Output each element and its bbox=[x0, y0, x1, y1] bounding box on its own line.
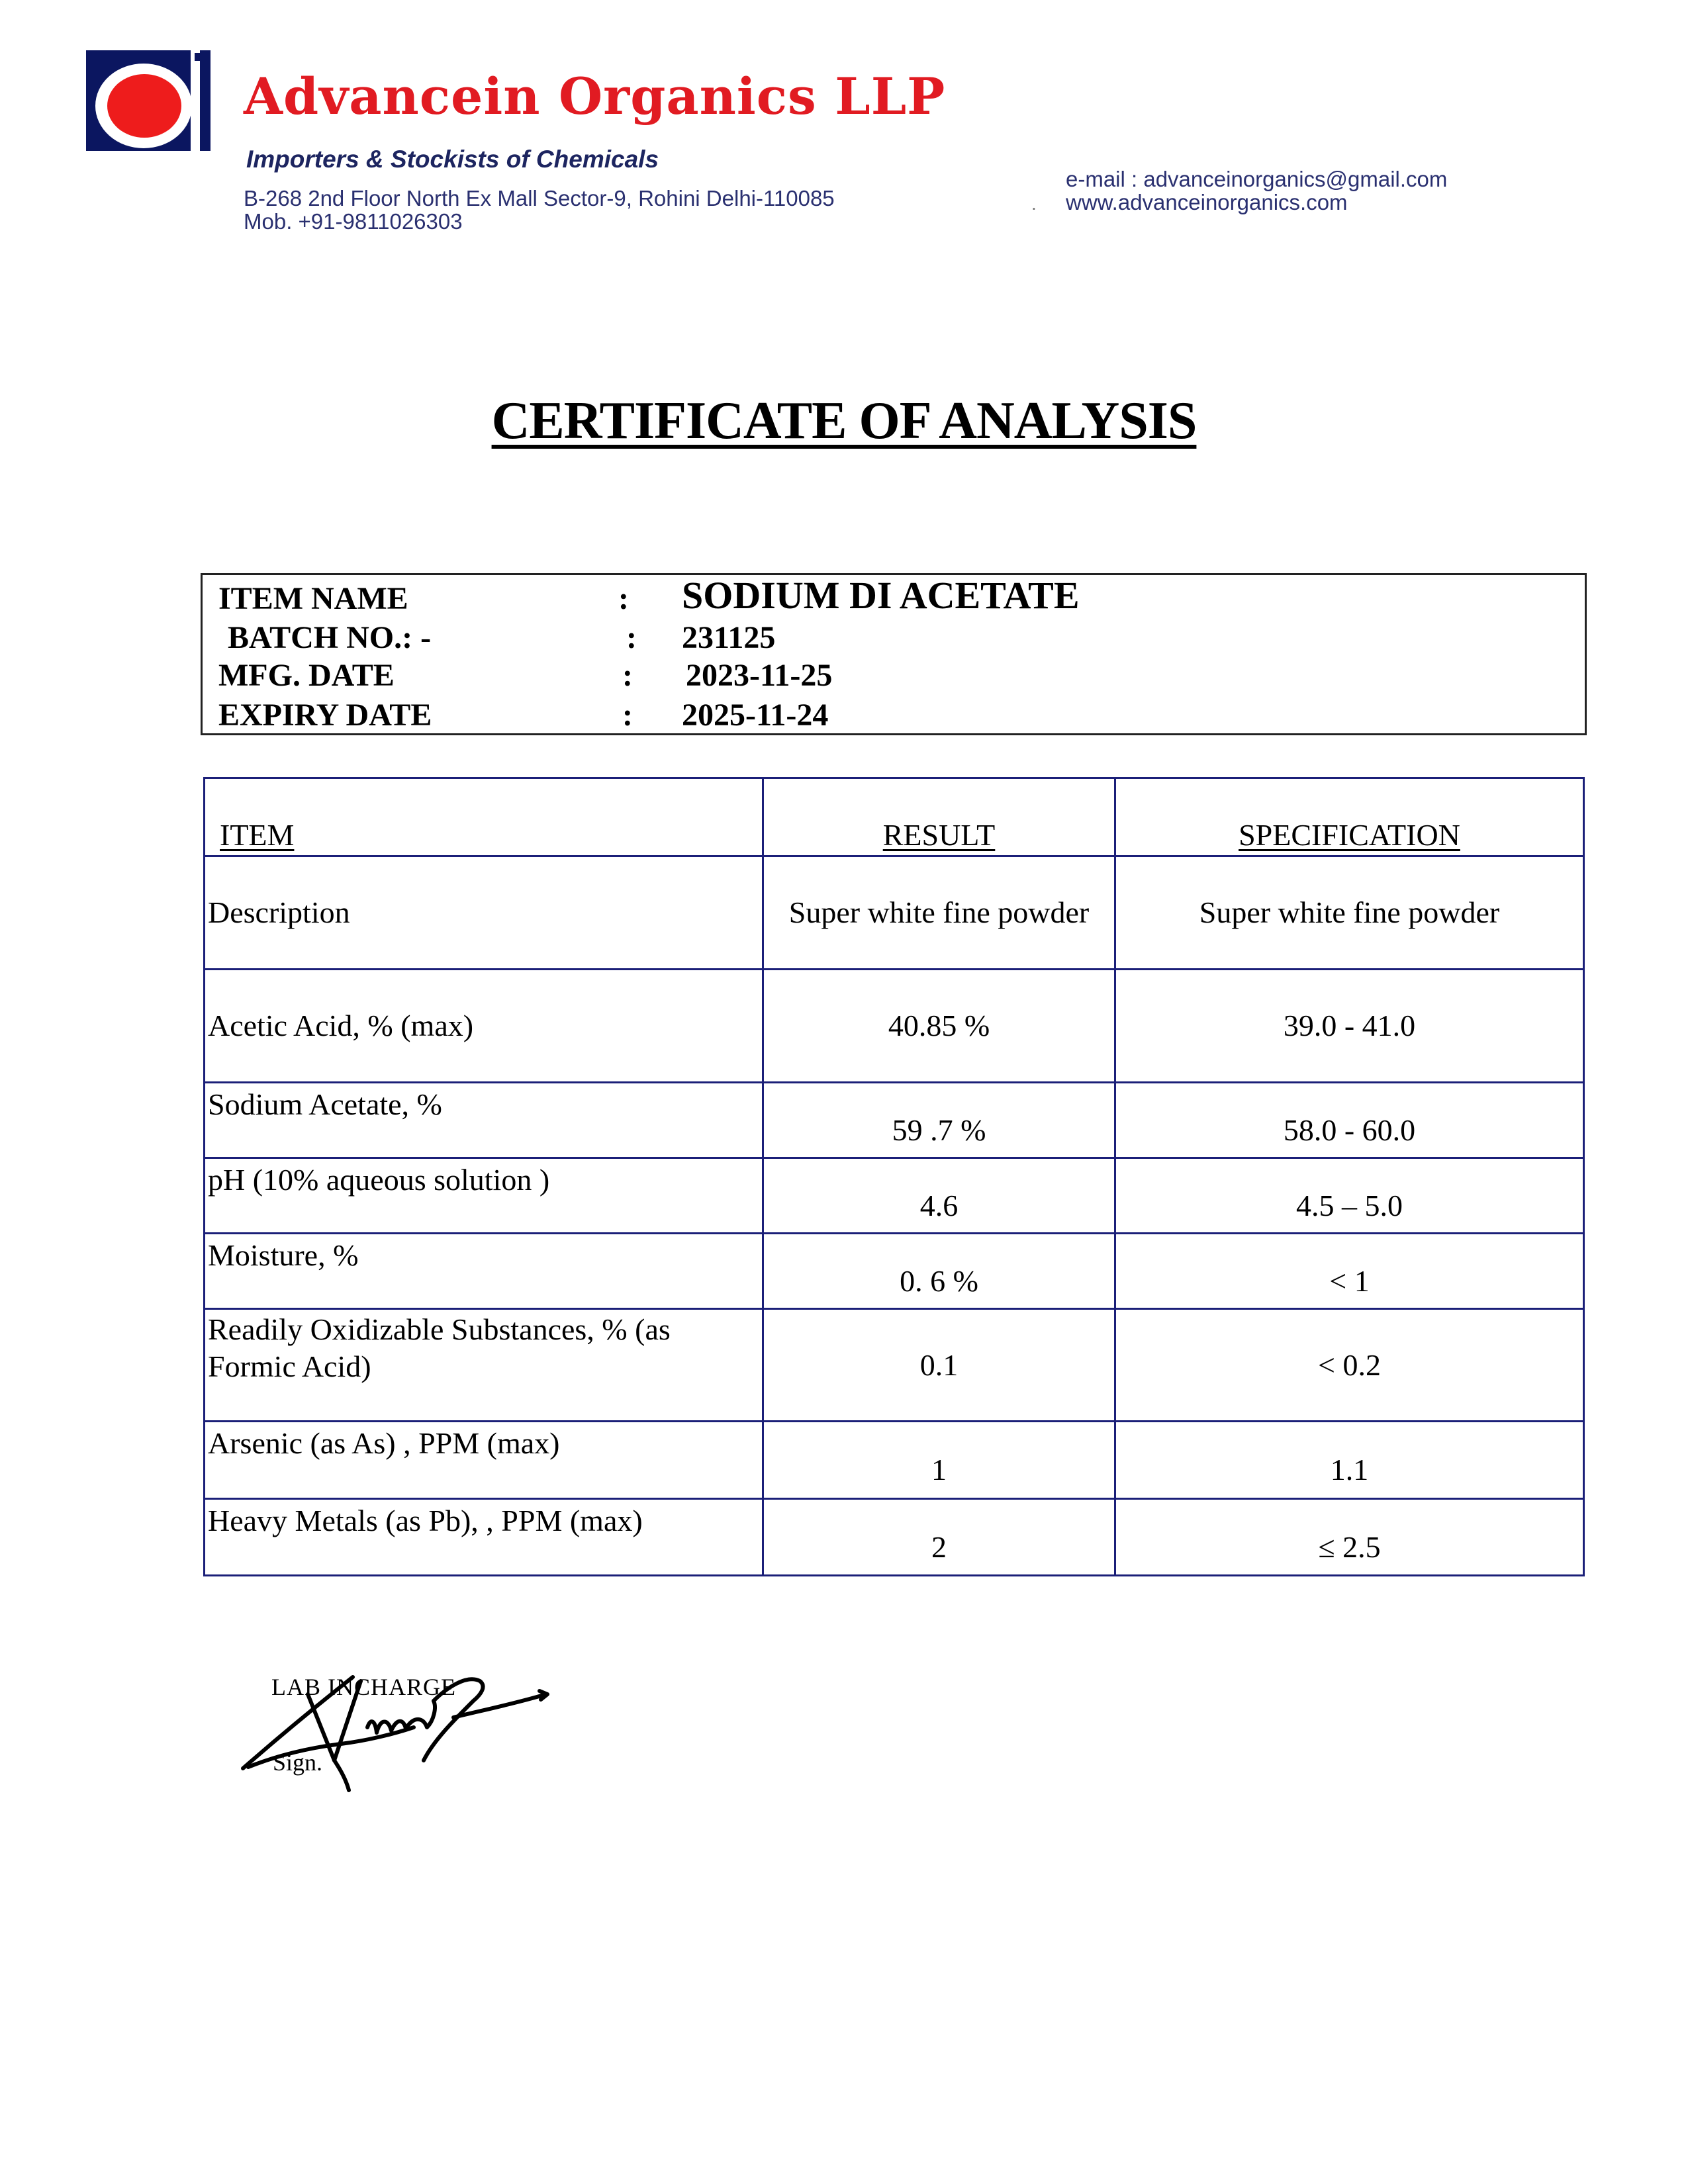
row-item: Heavy Metals (as Pb), , PPM (max) bbox=[205, 1499, 763, 1576]
logo-i-dot bbox=[195, 53, 207, 61]
table-row bbox=[205, 1234, 1584, 1309]
info-value: 231125 bbox=[682, 620, 776, 655]
separator-dot: . bbox=[1031, 193, 1037, 214]
header-specification: SPECIFICATION bbox=[1115, 778, 1584, 856]
sign-label: Sign. bbox=[273, 1749, 323, 1776]
row-item: Sodium Acetate, % bbox=[205, 1083, 763, 1158]
info-row-mfg-date bbox=[203, 653, 1585, 692]
header-result: RESULT bbox=[763, 778, 1115, 856]
row-item: Arsenic (as As) , PPM (max) bbox=[205, 1422, 763, 1499]
info-value: 2023-11-25 bbox=[686, 658, 833, 693]
info-label: BATCH NO.: - bbox=[228, 620, 432, 655]
row-specification: < 0.2 bbox=[1115, 1309, 1584, 1422]
company-contact bbox=[1066, 167, 1447, 214]
row-item: Moisture, % bbox=[205, 1234, 763, 1309]
table-row bbox=[205, 856, 1584, 970]
info-label: EXPIRY DATE bbox=[218, 698, 432, 733]
company-name: Advancein Organics LLP bbox=[244, 67, 946, 126]
table-row bbox=[205, 1083, 1584, 1158]
row-result: 2 bbox=[763, 1499, 1115, 1576]
row-specification: < 1 bbox=[1115, 1234, 1584, 1309]
info-label: MFG. DATE bbox=[218, 658, 395, 693]
mobile-number: Mob. +91-9811026303 bbox=[244, 209, 463, 234]
info-value: 2025-11-24 bbox=[682, 698, 829, 733]
row-result: 40.85 % bbox=[763, 970, 1115, 1083]
table-row bbox=[205, 1422, 1584, 1499]
info-row-batch-no bbox=[203, 615, 1585, 654]
row-specification: 39.0 - 41.0 bbox=[1115, 970, 1584, 1083]
row-result: Super white fine powder bbox=[763, 856, 1115, 970]
row-result: 4.6 bbox=[763, 1158, 1115, 1234]
info-colon: : bbox=[626, 620, 637, 655]
row-specification: 1.1 bbox=[1115, 1422, 1584, 1499]
row-result: 0. 6 % bbox=[763, 1234, 1115, 1309]
address-line: B-268 2nd Floor North Ex Mall Sector-9, Rohini Delhi-110085 bbox=[244, 186, 835, 210]
info-row-expiry-date bbox=[203, 693, 1585, 731]
info-value: SODIUM DI ACETATE bbox=[682, 574, 1080, 617]
logo-i-stem bbox=[191, 50, 200, 151]
table-row bbox=[205, 1499, 1584, 1576]
results-table bbox=[203, 777, 1585, 1576]
row-specification: 4.5 – 5.0 bbox=[1115, 1158, 1584, 1234]
company-address bbox=[244, 187, 835, 233]
info-row-item-name bbox=[203, 576, 1585, 615]
table-row bbox=[205, 1158, 1584, 1234]
row-result: 1 bbox=[763, 1422, 1115, 1499]
table-row bbox=[205, 1309, 1584, 1422]
website-url: www.advanceinorganics.com bbox=[1066, 190, 1348, 214]
row-result: 59 .7 % bbox=[763, 1083, 1115, 1158]
info-colon: : bbox=[622, 698, 633, 733]
row-result: 0.1 bbox=[763, 1309, 1115, 1422]
lab-incharge-label: LAB INCHARGE bbox=[271, 1674, 456, 1700]
handwritten-signature-icon bbox=[235, 1655, 553, 1794]
title-text: CERTIFICATE OF ANALYSIS bbox=[491, 392, 1197, 450]
info-colon: : bbox=[622, 658, 633, 693]
row-specification: Super white fine powder bbox=[1115, 856, 1584, 970]
header-item: ITEM bbox=[205, 778, 763, 856]
row-item: Readily Oxidizable Substances, % (as Formic Acid) bbox=[205, 1309, 763, 1422]
table-header-row bbox=[205, 778, 1584, 856]
table-row bbox=[205, 970, 1584, 1083]
logo-red-circle bbox=[107, 74, 181, 138]
company-tagline: Importers & Stockists of Chemicals bbox=[246, 146, 659, 173]
row-item: Acetic Acid, % (max) bbox=[205, 970, 763, 1083]
document-title bbox=[0, 392, 1688, 450]
info-colon: : bbox=[618, 581, 629, 616]
info-label: ITEM NAME bbox=[218, 581, 408, 616]
row-item: Description bbox=[205, 856, 763, 970]
row-specification: 58.0 - 60.0 bbox=[1115, 1083, 1584, 1158]
company-logo bbox=[86, 50, 211, 151]
row-item: pH (10% aqueous solution ) bbox=[205, 1158, 763, 1234]
row-specification: ≤ 2.5 bbox=[1115, 1499, 1584, 1576]
item-info-box bbox=[201, 573, 1587, 735]
email-address: e-mail : advanceinorganics@gmail.com bbox=[1066, 167, 1448, 191]
